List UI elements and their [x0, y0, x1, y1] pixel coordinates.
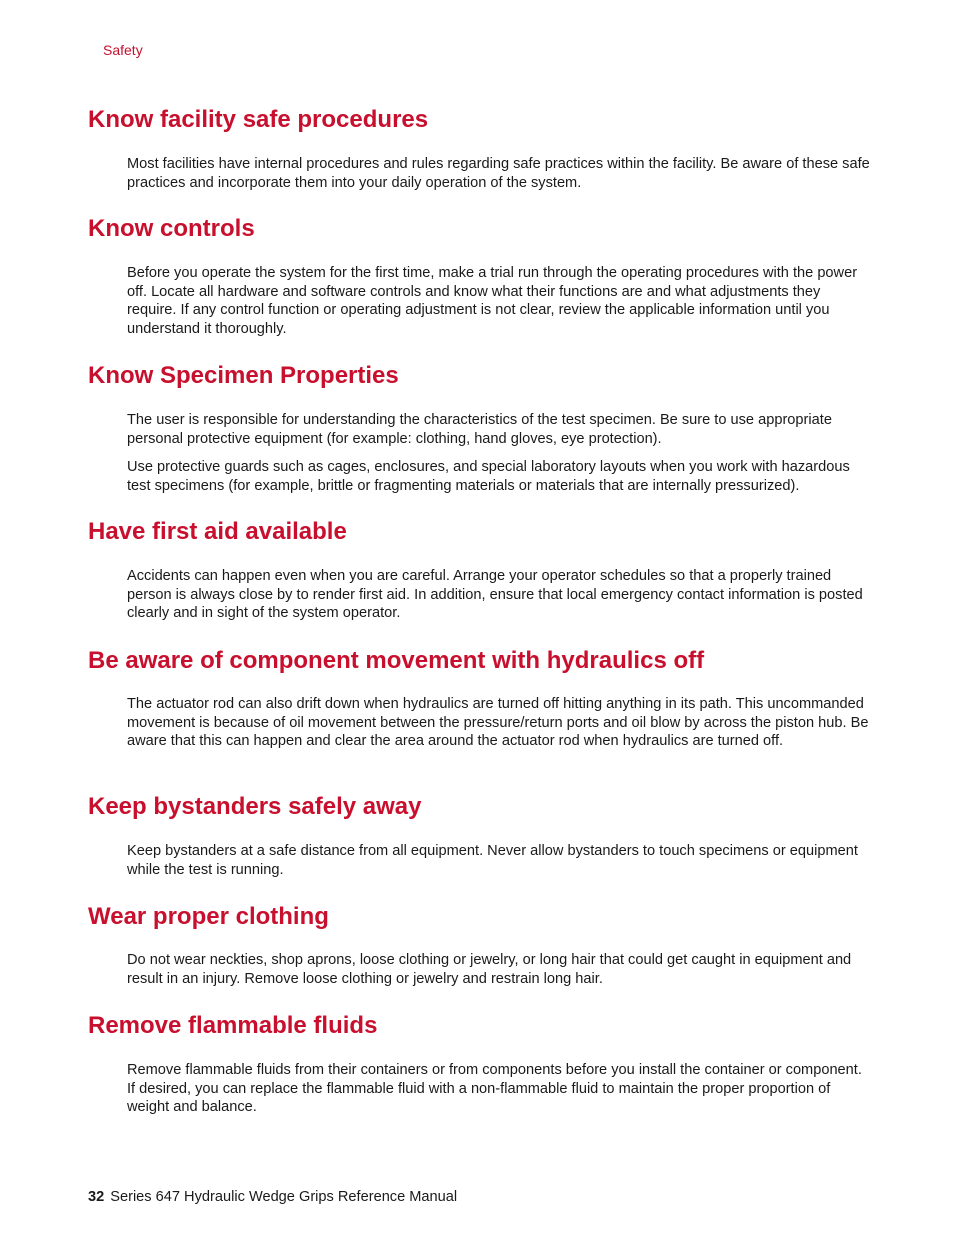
section-paragraph: The actuator rod can also drift down when hydraulics are turned off hitting anything in its path. This uncommanded movement is because of oil movement between the pressure/return ports and oil blow by across the piston hub. Be aware that this can happen and clear the area around the actuator rod when hydraulics are turned off.: [127, 696, 869, 750]
section-paragraph: Before you operate the system for the first time, make a trial run through the operating procedures with the power off. Locate all hardware and software controls and know what their functions are and what adjustments they require. If any control function or operating adjustment is not clear, review the applicable information until you understand it thoroughly.: [127, 265, 858, 337]
section-paragraph: Accidents can happen even when you are careful. Arrange your operator schedules so that a properly trained person is always close by to render first aid. In addition, ensure that local emergency contact information is posted clearly and in sight of the system operator.: [127, 568, 863, 622]
section-heading: Know Specimen Properties: [88, 362, 399, 389]
section-heading: Keep bystanders safely away: [88, 793, 422, 820]
section-heading: Know controls: [88, 215, 255, 242]
section-paragraph: Use protective guards such as cages, enclosures, and special laboratory layouts when you work with hazardous test specimens (for example, brittle or fragmenting materials or materials that are internally pressurized).: [127, 459, 850, 494]
section-heading: Remove flammable fluids: [88, 1012, 378, 1039]
breadcrumb-safety[interactable]: Safety: [103, 42, 143, 58]
section-paragraph: Most facilities have internal procedures and rules regarding safe practices within the facility. Be aware of these safe practices and incorporate them into your daily operation of the system.: [127, 156, 870, 191]
section-paragraph: The user is responsible for understanding the characteristics of the test specimen. Be sure to use appropriate personal protective equipment (for example: clothing, hand gloves, eye protection).: [127, 412, 832, 447]
section-paragraph: Remove flammable fluids from their containers or from components before you install the container or component. If desired, you can replace the flammable fluid with a non-flammable fluid to maintain the proper proportion of weight and balance.: [127, 1062, 862, 1116]
page-footer: [88, 1189, 457, 1205]
manual-title: Series 647 Hydraulic Wedge Grips Reference Manual: [110, 1189, 458, 1205]
section-paragraph: Keep bystanders at a safe distance from all equipment. Never allow bystanders to touch specimens or equipment while the test is running.: [127, 843, 858, 878]
section-heading: Be aware of component movement with hydraulics off: [88, 647, 705, 674]
section-heading: Wear proper clothing: [88, 903, 329, 930]
section-heading: Know facility safe procedures: [88, 106, 429, 133]
page-number: 32: [88, 1189, 105, 1205]
section-heading: Have first aid available: [88, 518, 347, 545]
section-paragraph: Do not wear neckties, shop aprons, loose clothing or jewelry, or long hair that could get caught in equipment and result in an injury. Remove loose clothing or jewelry and restrain long hair.: [127, 952, 852, 987]
